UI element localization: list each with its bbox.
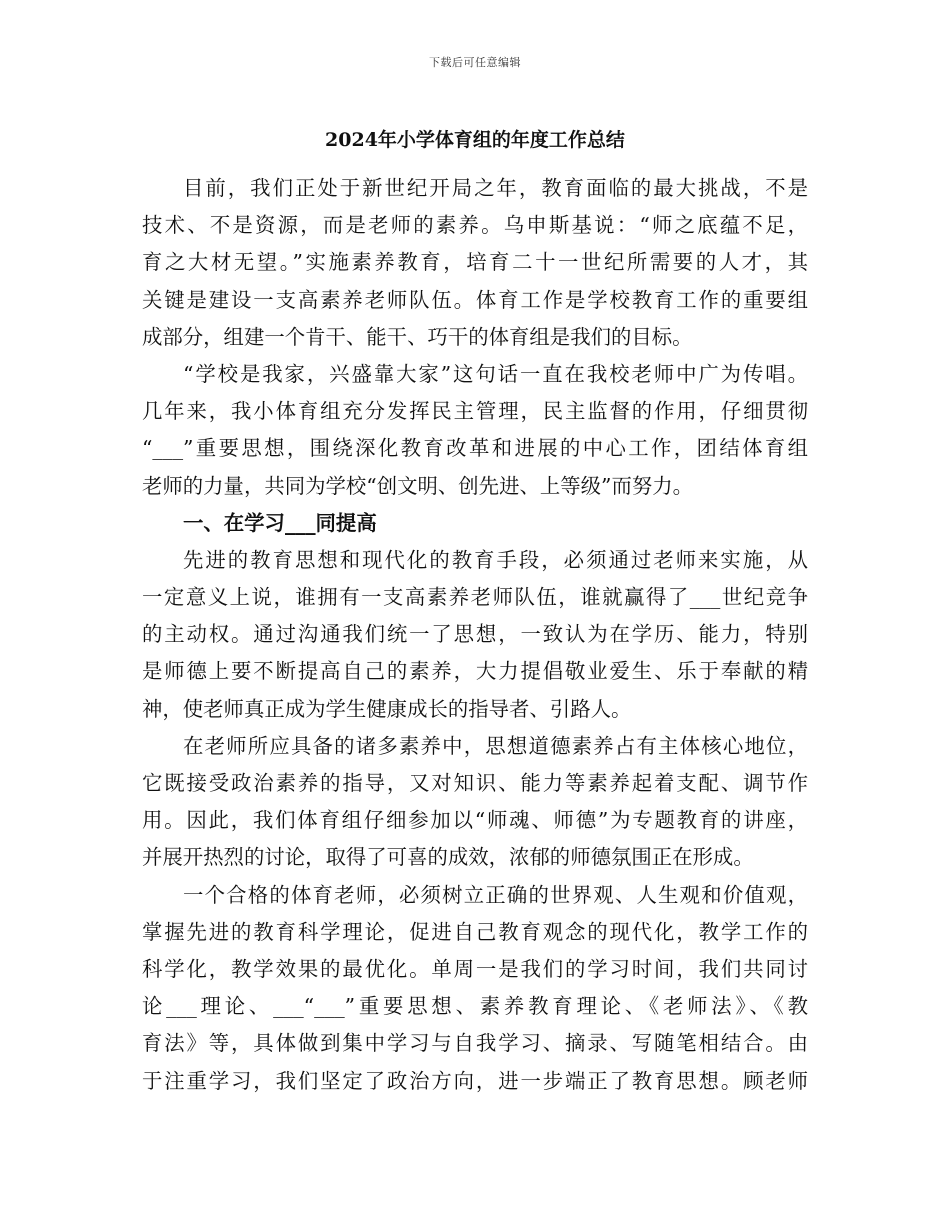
text-line: 掌握先进的教育科学理论，促进自己教育观念的现代化，教学工作的 bbox=[142, 919, 808, 944]
text-line: 的主动权。通过沟通我们统一了思想，一致认为在学历、能力，特别 bbox=[142, 622, 808, 647]
text-line: 关键是建设一支高素养老师队伍。体育工作是学校教育工作的重要组 bbox=[142, 287, 808, 312]
text-line: 一定意义上说，谁拥有一支高素养老师队伍，谁就赢得了___世纪竞争 bbox=[142, 585, 808, 610]
text-line: 几年来，我小体育组充分发挥民主管理，民主监督的作用，仔细贯彻 bbox=[142, 399, 808, 424]
text-line: 育之大材无望。”实施素养教育，培育二十一世纪所需要的人才，其 bbox=[142, 250, 808, 275]
text-line: 技术、不是资源，而是老师的素养。乌申斯基说：“师之底蕴不足， bbox=[142, 213, 808, 238]
text-line: 神，使老师真正成为学生健康成长的指导者、引路人。 bbox=[142, 696, 632, 721]
text-line: 一个合格的体育老师，必须树立正确的世界观、人生观和价值观， bbox=[183, 882, 808, 907]
text-line: 先进的教育思想和现代化的教育手段，必须通过老师来实施，从 bbox=[183, 547, 808, 572]
text-line: 科学化，教学效果的最优化。单周一是我们的学习时间，我们共同讨 bbox=[142, 956, 808, 981]
text-line: 老师的力量，共同为学校“创文明、创先进、上等级”而努力。 bbox=[142, 473, 694, 498]
document-title: 2024年小学体育组的年度工作总结 bbox=[325, 129, 625, 151]
page-header-note: 下载后可任意编辑 bbox=[429, 56, 521, 69]
text-line: 于注重学习，我们坚定了政治方向，进一步端正了教育思想。顾老师 bbox=[142, 1068, 808, 1093]
text-line: 论___理论、___“___”重要思想、素养教育理论、《老师法》、《教 bbox=[142, 994, 808, 1019]
text-line: 用。因此，我们体育组仔细参加以“师魂、师德”为专题教育的讲座， bbox=[142, 808, 808, 833]
text-line: 成部分，组建一个肯干、能干、巧干的体育组是我们的目标。 bbox=[142, 324, 693, 349]
text-line: “___”重要思想，围绕深化教育改革和进展的中心工作，团结体育组 bbox=[142, 436, 808, 461]
text-line: 目前，我们正处于新世纪开局之年，教育面临的最大挑战，不是 bbox=[183, 176, 808, 200]
document-body bbox=[142, 170, 808, 1100]
text-line: 育法》等，具体做到集中学习与自我学习、摘录、写随笔相结合。由 bbox=[142, 1031, 808, 1056]
text-line: 它既接受政治素养的指导，又对知识、能力等素养起着支配、调节作 bbox=[142, 771, 808, 795]
text-line: 并展开热烈的讨论，取得了可喜的成效，浓郁的师德氛围正在形成。 bbox=[142, 845, 754, 870]
text-line: 在老师所应具备的诸多素养中，思想道德素养占有主体核心地位， bbox=[183, 733, 808, 758]
text-line: 是师德上要不断提高自己的素养，大力提倡敬业爱生、乐于奉献的精 bbox=[142, 659, 808, 684]
text-line: “学校是我家，兴盛靠大家”这句话一直在我校老师中广为传唱。 bbox=[183, 361, 808, 386]
section-heading: 一、在学习___同提高 bbox=[183, 510, 377, 535]
